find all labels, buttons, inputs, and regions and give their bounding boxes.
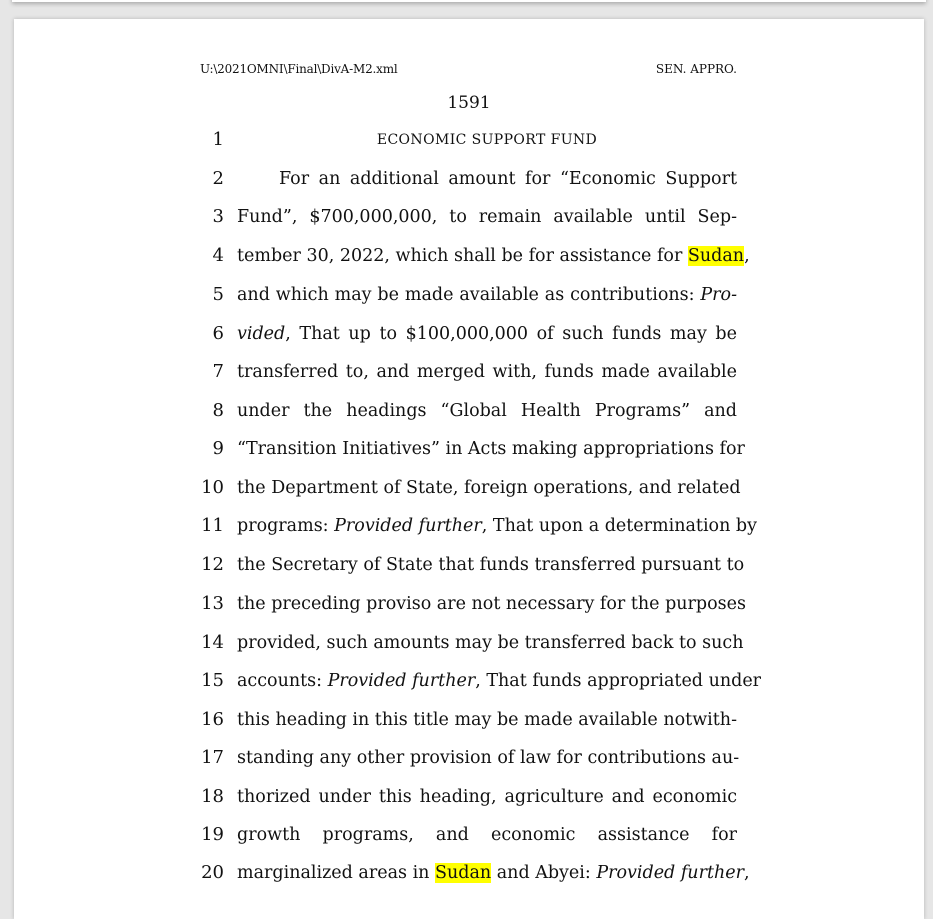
line-text [237, 319, 737, 349]
line-number: 12 [201, 554, 224, 575]
line-number: 14 [201, 632, 224, 653]
line-number: 9 [212, 438, 224, 459]
bill-line [0, 164, 933, 194]
line-text: Fund”, $700,000,000, to remain available until Sep- [237, 207, 737, 227]
line-text: the preceding proviso are not necessary for the purposes [237, 594, 746, 614]
line-number: 19 [201, 824, 224, 845]
bill-line [0, 589, 933, 619]
line-number: 8 [212, 400, 224, 421]
line-number: 13 [201, 593, 224, 614]
text-segment: accounts: [237, 671, 328, 691]
bill-line [0, 357, 933, 387]
bill-line [0, 666, 933, 696]
line-text [237, 666, 762, 696]
bill-line [0, 280, 933, 310]
line-text: thorized under this heading, agriculture and economic [237, 787, 737, 807]
line-number: 10 [201, 477, 224, 498]
highlighted-term: Sudan [687, 246, 745, 266]
text-segment: , That upon a determination by [481, 516, 757, 536]
bill-line [0, 434, 933, 464]
bill-line [0, 820, 933, 850]
text-segment: , That up to $100,000,000 of such funds may be [285, 324, 737, 344]
text-segment: , That funds appropriated under [475, 671, 762, 691]
line-text [237, 241, 750, 271]
text-segment: tember 30, 2022, which shall be for assistance for [237, 246, 688, 266]
line-number: 20 [201, 862, 224, 883]
italic-text: vided [237, 324, 286, 344]
line-number: 4 [212, 245, 224, 266]
line-text: standing any other provision of law for contributions au- [237, 748, 740, 768]
line-text: the Department of State, foreign operations, and related [237, 478, 741, 498]
text-segment: , [743, 863, 750, 883]
line-number: 5 [212, 284, 224, 305]
bill-line [0, 705, 933, 735]
line-text [237, 858, 750, 888]
line-text: growth programs, and economic assistance for [237, 825, 737, 845]
line-number: 15 [201, 670, 224, 691]
line-number: 2 [212, 168, 224, 189]
text-segment: , [744, 246, 750, 266]
bill-line [0, 396, 933, 426]
file-path-header: U:\2021OMNI\Final\DivA-M2.xml [200, 62, 398, 76]
previous-page-edge [12, 0, 926, 2]
bill-line [0, 241, 933, 271]
line-number: 17 [201, 747, 224, 768]
line-text: this heading in this title may be made available notwith- [237, 710, 737, 730]
text-segment: and which may be made available as contributions: [237, 285, 701, 305]
highlighted-term: Sudan [435, 863, 492, 883]
text-segment: marginalized areas in [237, 863, 435, 883]
line-number: 6 [212, 323, 224, 344]
section-heading: ECONOMIC SUPPORT FUND [376, 132, 598, 148]
line-number: 1 [212, 129, 224, 150]
committee-header: SEN. APPRO. [655, 62, 737, 76]
line-text [237, 280, 737, 310]
page-number: 1591 [447, 93, 491, 113]
line-number: 18 [201, 786, 224, 807]
bill-line [0, 782, 933, 812]
text-segment: programs: [237, 516, 335, 536]
italic-text: Provided further [334, 516, 482, 536]
italic-text: Provided further [596, 863, 744, 883]
italic-text: Provided further [327, 671, 476, 691]
line-text: For an additional amount for “Economic Support [279, 169, 737, 189]
bill-line [0, 858, 933, 888]
line-number: 11 [201, 515, 224, 536]
bill-line [0, 511, 933, 541]
line-number: 16 [201, 709, 224, 730]
line-text: “Transition Initiatives” in Acts making appropriations for [237, 439, 745, 459]
bill-line [0, 202, 933, 232]
bill-line [0, 550, 933, 580]
bill-line [0, 319, 933, 349]
line-number: 3 [212, 206, 224, 227]
text-segment: and Abyei: [491, 863, 597, 883]
bill-line [0, 628, 933, 658]
line-text [237, 511, 757, 541]
italic-text: Pro- [700, 285, 737, 305]
bill-line [0, 125, 933, 155]
line-text: under the headings “Global Health Programs” and [237, 401, 737, 421]
line-text: the Secretary of State that funds transferred pursuant to [237, 555, 745, 575]
line-text: provided, such amounts may be transferred back to such [237, 633, 744, 653]
line-text: transferred to, and merged with, funds made available [237, 362, 737, 382]
line-number: 7 [212, 361, 224, 382]
bill-line [0, 743, 933, 773]
bill-line [0, 473, 933, 503]
